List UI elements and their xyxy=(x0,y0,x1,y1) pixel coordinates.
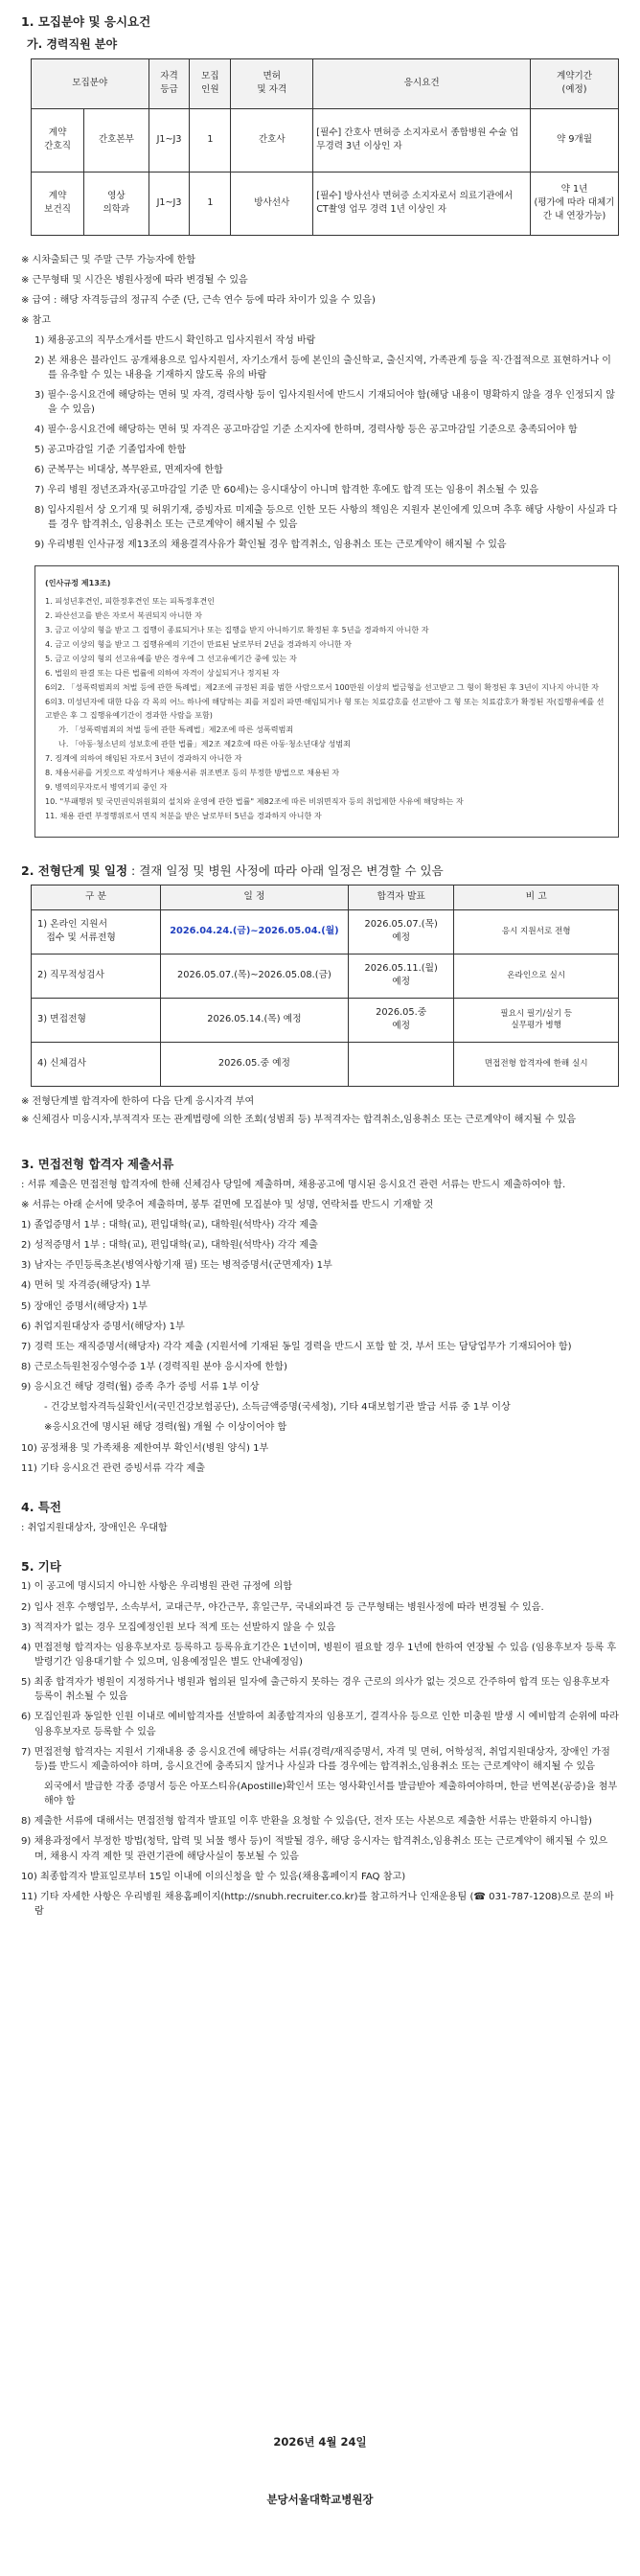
benefits-line: : 취업지원대상자, 장애인은 우대함 xyxy=(21,1522,168,1533)
recruitment-fields-table xyxy=(31,58,619,236)
section-4-title: 4. 특전 xyxy=(21,1499,61,1514)
list-item: 10) 공정채용 및 가족채용 제한여부 확인서(병원 양식) 1부 xyxy=(21,1442,269,1454)
regulation-line: 9. 병역의무자로서 병역기피 중인 자 xyxy=(45,782,168,793)
table-header-row xyxy=(32,58,619,108)
regulation-line: 8. 채용서류를 거짓으로 작성하거나 채용서류 위조변조 등의 부정한 방법으로 채용된 자 xyxy=(45,768,340,778)
cell-category: 계약 간호직 xyxy=(32,108,84,172)
list-item: 5) 최종 합격자가 병원이 지정하거나 병원과 협의된 일자에 출근하지 못하는 경우 근로의 의사가 없는 것으로 간주하여 합격 또는 임용후보자 등록이 취소될 수 있음 xyxy=(21,1677,610,1703)
cell-remarks: 필요시 필기/실기 등 실무평가 병행 xyxy=(454,998,619,1042)
list-item: 1) 채용공고의 직무소개서를 반드시 확인하고 입사지원서 작성 바람 xyxy=(34,334,316,346)
notice-date: 2026년 4월 24일 xyxy=(273,2435,367,2449)
cell-license: 간호사 xyxy=(231,108,313,172)
table-row xyxy=(32,1042,619,1086)
list-item: 4) 면접전형 합격자는 임용후보자로 등록하고 등록유효기간은 1년이며, 병원이 필요할 경우 1년에 한하여 연장될 수 있음 (임용후보자 등록 후 발령기간 임용대기할 수 있으며, 임용예정일은 별도 안내예정임) xyxy=(21,1642,617,1668)
cell-stage: 3) 면접전형 xyxy=(32,998,161,1042)
cell-stage: 2) 직무적성검사 xyxy=(32,954,161,998)
list-item: 3) 필수·응시요건에 해당하는 면허 및 자격, 경력사항 등이 입사지원서에 반드시 기재되어야 함(해당 내용이 명확하지 않을 경우 인정되지 않을 수 있음) xyxy=(34,389,615,415)
list-item: 5) 공고마감일 기준 기졸업자에 한함 xyxy=(34,444,187,455)
misc-list xyxy=(21,1579,619,1919)
note-line: ※ 신체검사 미응시자,부적격자 또는 관계법령에 의한 조회(성범죄 등) 부적격자는 합격취소,임용취소 또는 근로계약이 해지될 수 있음 xyxy=(21,1114,577,1125)
cell-headcount: 1 xyxy=(190,108,231,172)
list-item: 1) 이 공고에 명시되지 아니한 사항은 우리병원 관련 규정에 의함 xyxy=(21,1581,292,1593)
list-item: 2) 성적증명서 1부 : 대학(교), 편입대학(교), 대학원(석박사) 각각 제출 xyxy=(21,1240,318,1252)
cell-department: 영상 의학과 xyxy=(84,172,149,235)
cell-remarks: 응시 지원서로 전형 xyxy=(454,909,619,954)
benefits xyxy=(21,1521,619,1535)
section-3-title: 3. 면접전형 합격자 제출서류 xyxy=(21,1156,174,1171)
list-item: 9) 응시요건 해당 경력(월) 증족 추가 증빙 서류 1부 이상 xyxy=(21,1382,260,1393)
regulation-line: 2. 파산선고를 받은 자로서 복권되지 아니한 자 xyxy=(45,610,202,620)
regulation-line: 5. 금고 이상의 형의 선고유예를 받은 경우에 그 선고유예기간 중에 있는 자 xyxy=(45,653,297,663)
regulation-line: 6의2. 「성폭력범죄의 처벌 등에 관한 특례법」제2조에 규정된 죄를 범한 사람으로서 100만원 이상의 벌금형을 선고받고 그 형이 확정된 후 3년이 지나지 아니한 자 xyxy=(45,681,599,692)
list-item: 외국에서 발급한 각종 증명서 등은 아포스티유(Apostille)확인서 또는 영사확인서를 발급받아 제출하여야하며, 한글 번역본(공증)을 첨부해야 함 xyxy=(44,1782,618,1807)
schedule-notes xyxy=(21,1094,619,1127)
header-contract-period: 계약기간 (예정) xyxy=(531,58,619,108)
cell-stage: 4) 신체검사 xyxy=(32,1042,161,1086)
list-item: 9) 우리병원 인사규정 제13조의 채용결격사유가 확인될 경우 합격취소, 임용취소 또는 근로계약이 해지될 수 있음 xyxy=(34,539,507,550)
note-line: ※ 급여 : 해당 자격등급의 정규직 수준 (단, 근속 연수 등에 따라 차이가 있을 수 있음) xyxy=(21,294,376,306)
section-5-title: 5. 기타 xyxy=(21,1558,61,1574)
list-item: 4) 면허 및 자격증(해당자) 1부 xyxy=(21,1280,150,1292)
list-item: 6) 군복무는 비대상, 복무완료, 면제자에 한함 xyxy=(34,464,223,475)
application-period: 2026.04.24.(금)~2026.05.04.(월) xyxy=(170,926,339,937)
list-item: 8) 제출한 서류에 대해서는 면접전형 합격자 발표일 이후 반환을 요청할 수 있음(단, 전자 또는 사본으로 제출한 서류는 반환하지 아니함) xyxy=(21,1816,592,1828)
section-2-heading xyxy=(21,862,619,881)
list-item: 1) 졸업증명서 1부 : 대학(교), 편입대학(교), 대학원(석박사) 각각 제출 xyxy=(21,1220,318,1230)
list-item: 2) 입사 전후 수행업무, 소속부서, 교대근무, 야간근무, 휴일근무, 국내외파견 등 근무형태는 병원사정에 따라 변경될 수 있음. xyxy=(21,1601,544,1613)
section-2 xyxy=(21,862,619,1127)
note-line: ※ 참고 xyxy=(21,314,51,326)
list-item: 7) 면접전형 합격자는 지원서 기재내용 중 응시요건에 해당하는 서류(경력/재직증명서, 자격 및 면허, 어학성적, 취업지원대상자, 장애인 가점 등)를 반드시 제출하여야 하며, 응시요건에 충족되지 않거나 사실과 다를 경우에는 합격취소,임용취소 또는 근로계약이 해지될 수 있음 xyxy=(21,1746,610,1772)
cell-remarks: 온라인으로 실시 xyxy=(454,954,619,998)
cell-grade: J1~J3 xyxy=(149,172,190,235)
section-4 xyxy=(21,1499,619,1535)
list-item: 4) 필수·응시요건에 해당하는 면허 및 자격은 공고마감일 기준 소지자에 한하며, 경력사항 등은 공고마감일 기준으로 충족되어야 함 xyxy=(34,424,578,435)
list-item: 10) 최종합격자 발표일로부터 15일 이내에 이의신청을 할 수 있음(채용홈페이지 FAQ 참고) xyxy=(21,1871,406,1882)
cell-department: 간호본부 xyxy=(84,108,149,172)
list-item: 11) 기타 자세한 사항은 우리병원 채용홈페이지(http://snubh.recruiter.co.kr)를 참고하거나 인재운용팀 (☎ 031-787-1208)으로 문의 바람 xyxy=(21,1891,614,1917)
cell-announcement: 2026.05.11.(월) 예정 xyxy=(349,954,454,998)
list-item: ※응시요건에 명시된 해당 경력(월) 개월 수 이상이어야 함 xyxy=(44,1422,287,1434)
notes-block xyxy=(21,253,619,552)
cell-stage: 1) 온라인 지원서 접수 및 서류전형 xyxy=(32,909,161,954)
header-schedule: 일 정 xyxy=(160,885,348,909)
cell-headcount: 1 xyxy=(190,172,231,235)
list-item: 8) 근로소득원천징수영수증 1부 (경력직원 분야 응시자에 한함) xyxy=(21,1361,287,1372)
reference-list xyxy=(34,334,619,552)
list-item: 3) 적격자가 없는 경우 모집예정인원 보다 적게 또는 선발하지 않을 수 있음 xyxy=(21,1622,336,1633)
list-item: 11) 기타 응시요건 관련 증빙서류 각각 제출 xyxy=(21,1462,206,1474)
regulation-title: (인사규정 제13조) xyxy=(45,577,111,587)
cell-remarks: 면접전형 합격자에 한해 실시 xyxy=(454,1042,619,1086)
cell-category: 계약 보건직 xyxy=(32,172,84,235)
note-line: ※ 전형단계별 합격자에 한하여 다음 단계 응시자격 부여 xyxy=(21,1095,255,1107)
cell-schedule: 2026.05.14.(목) 예정 xyxy=(160,998,348,1042)
regulation-line: 가. 「성폭력범죄의 처벌 등에 관한 특례법」제2조에 따른 성폭력범죄 xyxy=(58,724,294,735)
regulation-line: 11. 채용 관련 부정행위로서 면직 처분을 받은 날로부터 5년을 경과하지 아니한 자 xyxy=(45,811,322,821)
note-line: ※ 시차출퇴근 및 주말 근무 가능자에 한함 xyxy=(21,254,196,265)
cell-schedule: 2026.05.07.(목)~2026.05.08.(금) xyxy=(160,954,348,998)
list-item: - 건강보험자격득실확인서(국민건강보험공단), 소득금액증명(국세청), 기타 4대보험기관 발급 서류 중 1부 이상 xyxy=(44,1402,511,1414)
list-item: 7) 경력 또는 재직증명서(해당자) 각각 제출 (지원서에 기재된 동일 경력을 반드시 포함 할 것, 부서 또는 담당업무가 기재되어야 함) xyxy=(21,1341,572,1352)
cell-schedule xyxy=(160,909,348,954)
schedule-table xyxy=(31,885,619,1087)
cell-announcement xyxy=(349,1042,454,1086)
regulation-line: 3. 금고 이상의 형을 받고 그 집행이 종료되거나 또는 집행을 받지 아니하기로 확정된 후 5년을 경과하지 아니한 자 xyxy=(45,624,429,634)
cell-requirements: [필수] 간호사 면허증 소지자로서 종합병원 수술 업무경력 3년 이상인 자 xyxy=(313,108,531,172)
list-item: ※ 서류는 아래 순서에 맞추어 제출하며, 봉투 겉면에 모집분야 및 성명, 연락처를 반드시 기재할 것 xyxy=(21,1199,434,1210)
cell-contract-period: 약 1년 (평가에 따라 대체기간 내 연장가능) xyxy=(531,172,619,235)
header-stage: 구 분 xyxy=(32,885,161,909)
cell-grade: J1~J3 xyxy=(149,108,190,172)
regulation-line: 1. 피성년후견인, 피한정후견인 또는 피특정후견인 xyxy=(45,595,215,606)
cell-announcement: 2026.05.07.(목) 예정 xyxy=(349,909,454,954)
cell-schedule: 2026.05.중 예정 xyxy=(160,1042,348,1086)
header-remarks: 비 고 xyxy=(454,885,619,909)
note-line: ※ 근무형태 및 시간은 병원사정에 따라 변경될 수 있음 xyxy=(21,274,248,286)
list-item: 6) 모집인원과 동일한 인원 이내로 예비합격자를 선발하여 최종합격자의 임용포기, 결격사유 등으로 인한 미충원 발생 시 예비합격 순위에 따라 임용후보자로 등록할 수 있음 xyxy=(21,1712,619,1737)
list-item: 7) 우리 병원 정년조과자(공고마감일 기준 만 60세)는 응시대상이 아니며 합격한 후에도 합격 또는 임용이 취소될 수 있음 xyxy=(34,484,539,495)
section-1-title: 1. 모집분야 및 응시요건 xyxy=(21,14,151,29)
cell-contract-period: 약 9개월 xyxy=(531,108,619,172)
required-documents-list xyxy=(21,1178,619,1476)
cell-requirements: [필수] 방사선사 면허증 소지자로서 의료기관에서 CT촬영 업무 경력 1년 이상인 자 xyxy=(313,172,531,235)
list-item: 5) 장애인 증명서(해당자) 1부 xyxy=(21,1300,148,1312)
header-grade: 자격 등급 xyxy=(149,58,190,108)
regulation-line: 나. 「아동·청소년의 성보호에 관한 법률」제2조 제2호에 따른 아동·청소년대상 성범죄 xyxy=(58,739,351,749)
header-headcount: 모집 인원 xyxy=(190,58,231,108)
table-header-row xyxy=(32,885,619,909)
section-2-lead: : 결재 일정 및 병원 사정에 따라 아래 일정은 변경할 수 있음 xyxy=(127,863,444,879)
table-row xyxy=(32,172,619,235)
regulation-line: 10. "부패행위 및 국민권익위원회의 설치와 운영에 관한 법률" 제82조에 따른 비위면직자 등의 취업제한 사유에 해당하는 자 xyxy=(45,796,464,807)
header-announcement: 합격자 발표 xyxy=(349,885,454,909)
cell-announcement: 2026.05.중 예정 xyxy=(349,998,454,1042)
regulation-line: 6. 법원의 판결 또는 다른 법률에 의하여 자격이 상실되거나 정지된 자 xyxy=(45,667,280,678)
regulation-line: 4. 금고 이상의 형을 받고 그 집행유예의 기간이 만료된 날로부터 2년을 경과하지 아니한 자 xyxy=(45,638,352,649)
section-3 xyxy=(21,1156,619,1476)
header-license: 면허 및 자격 xyxy=(231,58,313,108)
list-item: 2) 본 채용은 블라인드 공개채용으로 입사지원서, 자기소개서 등에 본인의 출신학교, 출신지역, 가족관계 등을 직·간접적으로 표현하거나 이를 유추할 수 있는 내용을 기재하지 않도록 유의 바람 xyxy=(34,355,611,380)
cell-license: 방사선사 xyxy=(231,172,313,235)
list-item: 6) 취업지원대상자 증명서(해당자) 1부 xyxy=(21,1321,185,1332)
table-row xyxy=(32,998,619,1042)
regulation-line: 6의3. 미성년자에 대한 다음 각 목의 어느 하나에 해당하는 죄를 저질러 파면·해임되거나 형 또는 치료감호를 선고받아 그 형 또는 치료감호가 확정된 자(집행유예를 선고받은 후 그 집행유예기간이 경과한 사람을 포함) xyxy=(45,696,605,721)
table-row xyxy=(32,108,619,172)
list-item: 3) 남자는 주민등록초본(병역사항기재 필) 또는 병적증명서(군면제자) 1부 xyxy=(21,1260,332,1272)
header-field: 모집분야 xyxy=(32,58,149,108)
table-row xyxy=(32,954,619,998)
regulation-line: 7. 징계에 의하여 해임된 자로서 3년이 경과하지 아니한 자 xyxy=(45,753,242,764)
list-item: 9) 채용과정에서 부정한 방법(청탁, 압력 및 뇌물 행사 등)이 적발될 경우, 해당 응시자는 합격취소,임용취소 또는 근로계약이 해지될 수 있으며, 채용시 자격 제한 및 관련기관에 해당사실이 통보될 수 있음 xyxy=(21,1836,608,1862)
table-row xyxy=(32,909,619,954)
section-2-title: 2. 전형단계 및 일정 xyxy=(21,863,128,879)
list-item: : 서류 제출은 면접전형 합격자에 한해 신체검사 당일에 제출하며, 채용공고에 명시된 응시요건 관련 서류는 반드시 제출하여야 함. xyxy=(21,1179,566,1190)
section-5 xyxy=(21,1558,619,1919)
issuer-name: 분당서울대학교병원장 xyxy=(266,2493,374,2506)
section-1-subtitle: 가. 경력직원 분야 xyxy=(27,36,118,51)
hr-regulation-box xyxy=(34,565,619,838)
list-item: 8) 입사지원서 상 오기재 및 허위기재, 증빙자료 미제출 등으로 인한 모든 사항의 책임은 지원자 본인에게 있으며 추후 해당 사항이 사실과 다를 경우 합격취소, 임용취소 또는 근로계약이 해지될 수 있음 xyxy=(34,504,618,530)
header-requirements: 응시요건 xyxy=(313,58,531,108)
